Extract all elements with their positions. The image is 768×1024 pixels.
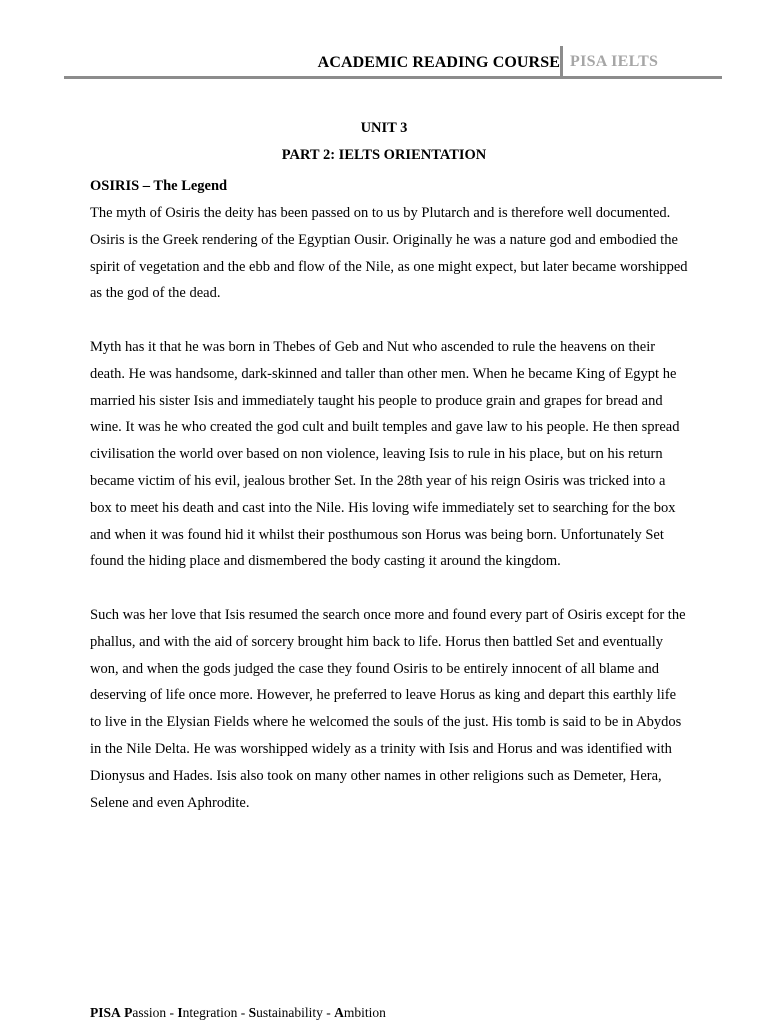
- course-title: ACADEMIC READING COURSE: [317, 54, 560, 71]
- footer-initial: I: [177, 1005, 183, 1020]
- footer-initial: P: [124, 1005, 133, 1020]
- paragraph: The myth of Osiris the deity has been passed on to us by Plutarch and is therefore well documented. Osiris is the Greek rendering of the Egyptian Ousir. Originally he was a nature god and embodied the spirit of vegetation and the ebb and flow of the Nile, as one might expect, but later became worshipped as the god of the dead.: [90, 205, 688, 302]
- article-title: OSIRIS – The Legend: [90, 178, 228, 194]
- unit-heading: UNIT 3: [360, 120, 408, 136]
- footer-word: mbition: [343, 1005, 386, 1020]
- page-footer: [90, 1005, 386, 1021]
- footer-brand: PISA: [90, 1005, 121, 1020]
- footer-word: ustainability: [256, 1005, 323, 1020]
- footer-initial: A: [334, 1005, 344, 1020]
- part-heading: PART 2: IELTS ORIENTATION: [281, 147, 487, 163]
- article: [90, 173, 690, 843]
- page-header: [64, 46, 722, 79]
- footer-word: ntegration: [182, 1005, 238, 1020]
- header-brand: PISA IELTS: [570, 53, 659, 70]
- paragraph: Such was her love that Isis resumed the search once more and found every part of Osiris except for the phallus, and with the aid of sorcery brought him back to life. Horus then battled Set and eventually won, and when the gods judged the case they found Osiris to be entirely innocent of all blame and deserving of life once more. However, he preferred to leave Horus as king and depart this earthly life to live in the Elysian Fields where he welcomed the souls of the just. His tomb is said to be in Abydos in the Nile Delta. He was worshipped widely as a trinity with Isis and Horus and was identified with Dionysus and Hades. Isis also took on many other names in other religions such as Demeter, Hera, Selene and even Aphrodite.: [90, 606, 686, 811]
- footer-separator: -: [166, 1005, 178, 1020]
- footer-word: assion: [132, 1005, 167, 1020]
- header-separator: [560, 46, 563, 77]
- footer-initial: S: [248, 1005, 257, 1020]
- paragraph: Myth has it that he was born in Thebes of Geb and Nut who ascended to rule the heavens on their death. He was handsome, dark-skinned and taller than other men. When he became King of Egypt he married his sister Isis and immediately taught his people to produce grain and grapes for bread and wine. It was he who created the god cult and built temples and gave law to his people. He then spread civilisation the world over based on non violence, leaving Isis to rule in his place, but on his return became victim of his evil, jealous brother Set. In the 28th year of his reign Osiris was tricked into a box to meet his death and cast into the Nile. His loving wife immediately set to searching for the box and when it was found hid it whilst their posthumous son Horus was being born. Unfortunately Set found the hiding place and dismembered the body casting it around the kingdom.: [90, 338, 680, 570]
- footer-separator: -: [322, 1005, 335, 1020]
- footer-separator: -: [237, 1005, 249, 1020]
